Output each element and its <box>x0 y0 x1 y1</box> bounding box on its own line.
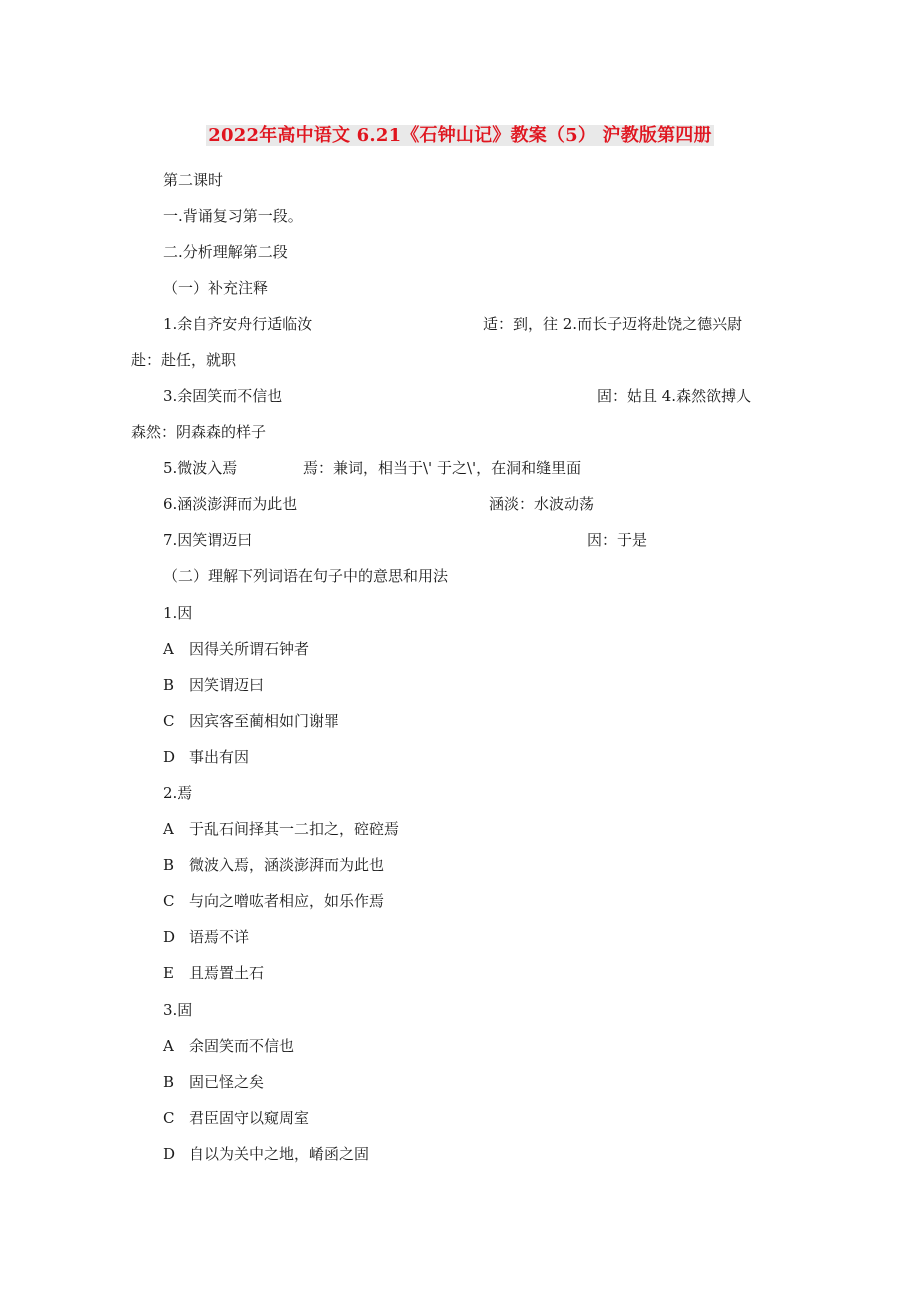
group-3-option-b <box>163 1072 264 1092</box>
note-3-sentence: 3.余固笑而不信也 <box>163 387 283 405</box>
note-1-gloss: 适：到，往 2.而长子迈将赴饶之德兴尉 <box>483 315 743 333</box>
document-title <box>0 123 920 149</box>
group-3-option-c <box>163 1108 309 1128</box>
option-text: 于乱石间择其一二扣之，硿硿焉 <box>189 820 400 838</box>
note-5-gloss: 焉：兼词，相当于\' 于之\'，在洞和缝里面 <box>303 459 582 477</box>
subsection-usage-heading: （二）理解下列词语在句子中的意思和用法 <box>163 567 449 585</box>
section-1-heading: 一.背诵复习第一段。 <box>163 207 303 225</box>
note-1-sentence: 1.余自齐安舟行适临汝 <box>163 315 313 333</box>
group-3-option-a <box>163 1036 294 1056</box>
note-4-gloss: 森然：阴森森的样子 <box>131 423 267 441</box>
option-letter: A <box>163 1037 174 1055</box>
option-text: 微波入焉，涵淡澎湃而为此也 <box>189 856 385 874</box>
group-3-heading: 3.固 <box>163 1001 193 1019</box>
option-letter: B <box>163 1073 175 1091</box>
group-1-option-b <box>163 675 264 695</box>
group-2-option-e <box>163 963 264 983</box>
option-letter: C <box>163 892 175 910</box>
option-text: 事出有因 <box>189 748 250 766</box>
option-text: 固已怪之矣 <box>189 1073 265 1091</box>
note-3-gloss: 固：姑且 4.森然欲搏人 <box>597 387 752 405</box>
option-letter: B <box>163 676 175 694</box>
group-2-option-c <box>163 891 384 911</box>
note-6-sentence: 6.涵淡澎湃而为此也 <box>163 495 298 513</box>
group-1-option-a <box>163 639 309 659</box>
group-1-heading: 1.因 <box>163 604 193 622</box>
group-2-option-b <box>163 855 384 875</box>
subsection-notes-heading: （一）补充注释 <box>163 279 269 297</box>
option-text: 自以为关中之地，崤函之固 <box>189 1145 370 1163</box>
option-text: 余固笑而不信也 <box>189 1037 295 1055</box>
option-text: 语焉不详 <box>189 928 250 946</box>
note-7-gloss: 因：于是 <box>587 531 648 549</box>
lesson-label: 第二课时 <box>163 171 224 189</box>
group-1-option-c <box>163 711 339 731</box>
option-letter: A <box>163 640 174 658</box>
section-2-heading: 二.分析理解第二段 <box>163 243 288 261</box>
option-letter: C <box>163 712 175 730</box>
option-letter: E <box>163 964 174 982</box>
option-text: 君臣固守以窥周室 <box>189 1109 310 1127</box>
option-letter: B <box>163 856 175 874</box>
option-letter: C <box>163 1109 175 1127</box>
option-letter: D <box>163 1145 176 1163</box>
group-2-heading: 2.焉 <box>163 784 193 802</box>
option-text: 与向之噌吰者相应，如乐作焉 <box>189 892 385 910</box>
note-2-gloss: 赴：赴任，就职 <box>131 351 237 369</box>
note-7-sentence: 7.因笑谓迈曰 <box>163 531 253 549</box>
title-text: 2022年高中语文 6.21《石钟山记》教案（5） 沪教版第四册 <box>208 125 712 146</box>
option-text: 因得关所谓石钟者 <box>189 640 310 658</box>
group-2-option-a <box>163 819 399 839</box>
note-6-gloss: 涵淡：水波动荡 <box>489 495 595 513</box>
option-text: 且焉置土石 <box>189 964 265 982</box>
option-letter: A <box>163 820 174 838</box>
option-letter: D <box>163 748 176 766</box>
group-1-option-d <box>163 747 249 767</box>
group-2-option-d <box>163 927 249 947</box>
option-text: 因笑谓迈曰 <box>189 676 265 694</box>
note-5-sentence: 5.微波入焉 <box>163 459 238 477</box>
option-text: 因宾客至蔺相如门谢罪 <box>189 712 340 730</box>
group-3-option-d <box>163 1144 369 1164</box>
option-letter: D <box>163 928 176 946</box>
